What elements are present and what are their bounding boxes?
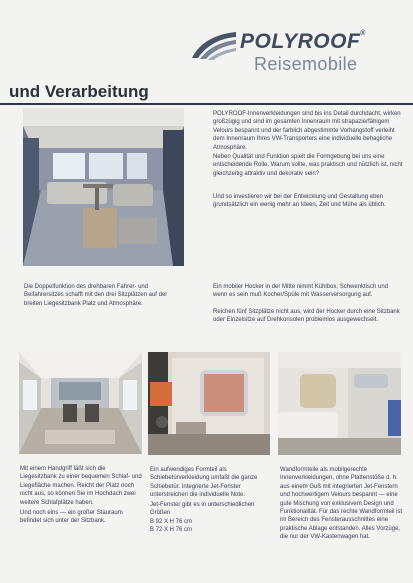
column-1-paragraph: Und noch eins — ein großer Stauraum befindet sich unter der Sitzbank. <box>20 510 123 525</box>
intro-paragraph: Neben Qualität und Funktion spielt die Formgebung bei uns eine entscheidende Rolle. Warum sollte, was praktisch und nützlich ist, nicht gleichzeitig attraktiv und dekorativ sein? <box>213 154 403 177</box>
photo-van-interior-seating <box>23 108 184 266</box>
window-size: B 92 X H 76 cm <box>150 519 193 525</box>
column-1-paragraph: Mit einem Handgriff läßt sich die Liegesitzbank zu einer bequemen Schlaf- und Liegefläche machen. Reicht der Platz noch nicht aus, so können Sie im Hochdach zwei weitere Schlafplätze haben. <box>20 466 142 506</box>
caption-stool-alternative: Reichen fünf Sitzplätze nicht aus, wird der Hocker durch eine Sitzbank oder Einzelsitze auf Drehkonsolen problemlos ausgewechselt. <box>213 309 400 324</box>
brand-subtitle: Reisemobile <box>254 54 358 74</box>
window-size: B 72 X H 76 cm <box>150 527 193 534</box>
registered-mark: ® <box>360 30 366 37</box>
logo-swoosh-icon <box>190 28 238 62</box>
column-3-paragraph: Wandformteile als mobilgerechte Innenverkleidungen, ohne Plattenstöße d. h. aus einem Guß mit integrierten Jet-Fenstern und hochwertigem Velours bespannt — eine gute Mischung von exklusivem Design und Funktionalität. Für das rechte Wandformteil ist im Bereich des Fensterausschnittes eine praktische Ablage entstanden. Alles Vorzüge, die nur der VW-Kastenwagen hat. <box>280 467 403 541</box>
column-2-paragraph: Jet-Fenster gibt es in unterschiedlichen Größen <box>150 502 255 517</box>
intro-paragraph: POLYROOF-Innenverkleidungen sind bis ins Detail durchdacht, wirken großzügig und sind im gesamten Innenraum mit strapazierfähigem Velours bespannt und der farblich abgestimmte Vorhangstoff verleiht dem Innenraum Ihres VW-Transporters eine individuelle behagliche Atmosphäre. <box>213 111 401 151</box>
column-2-paragraph: Ein aufwendiges Formteil als Schiebetürverkleidung umfaßt die ganze Schiebetür. Integrierte Jet-Fenster unterstreichen die individuelle Note. <box>150 467 258 499</box>
caption-seats: Die Doppelfunktion des drehbaren Fahrer- und Beifahrersitzes schafft mit den drei Sitzplätzen auf der breiten Liegesitzbank Platz und Atmosphäre. <box>24 284 168 307</box>
intro-paragraph: Und so investieren wir bei der Entwicklung und Gestaltung eben grundsätzlich ein wenig mehr an Ideen, Zeit und Mühe als üblich. <box>213 194 386 209</box>
window-sizes-list <box>150 518 272 538</box>
caption-stool: Ein mobiler Hocker in der Mitte nimmt Kühlbox, Schwenktisch und wenn es sein muß Kocher/Spüle mit Wasserversorgung auf. <box>213 284 389 299</box>
headline-rule <box>0 103 413 105</box>
photo-wall-panel-shelf <box>278 352 401 455</box>
brand-name: POLYROOF® <box>240 30 366 53</box>
page-headline: und Verarbeitung <box>9 82 149 101</box>
photo-van-rear-interior <box>19 352 142 454</box>
photo-sliding-door-panel <box>148 352 270 455</box>
